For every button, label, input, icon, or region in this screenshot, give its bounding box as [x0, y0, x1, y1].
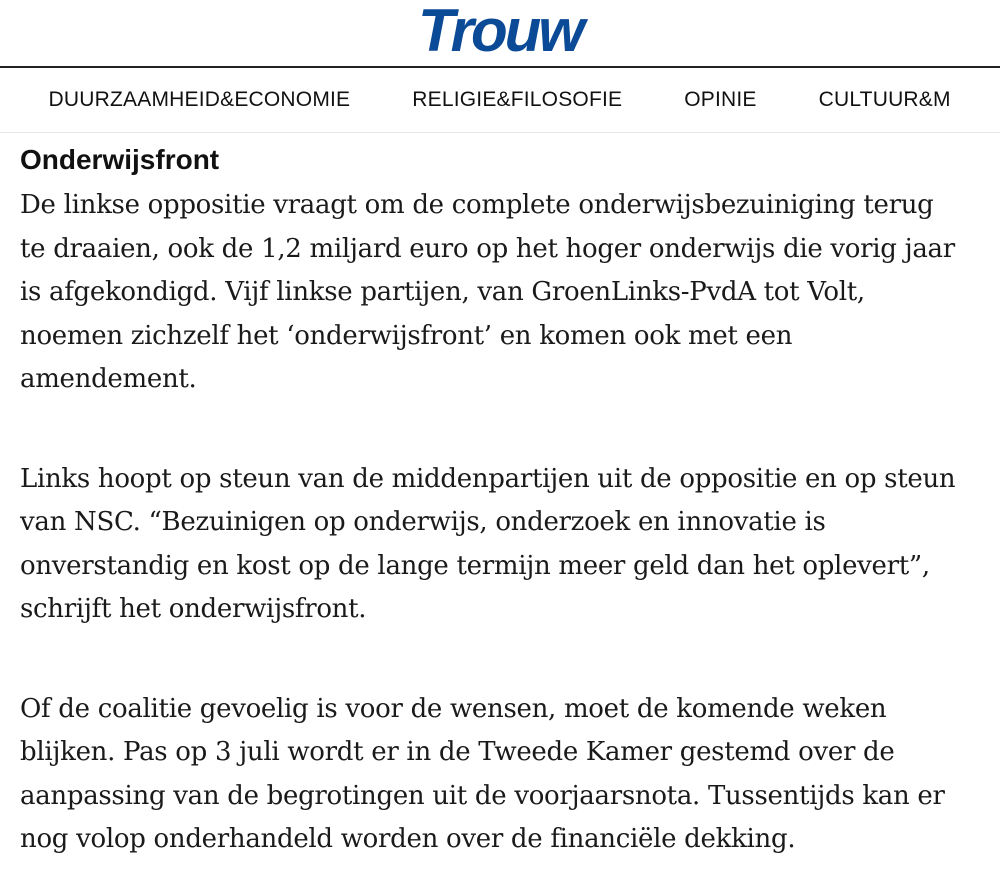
section-heading: Onderwijsfront: [20, 144, 220, 175]
section-nav: [0, 68, 1000, 133]
nav-item-religie-filosofie[interactable]: RELIGIE&FILOSOFIE: [412, 88, 623, 111]
section-nav-track: [0, 68, 1000, 132]
article-paragraph: De linkse oppositie vraagt om de complete onderwijsbezuiniging terug te draaien, ook de 1,2 miljard euro op het hoger onderwijs die vorig jaar is afgekondigd. Vijf linkse partijen, van GroenLinks-PvdA tot Volt, noemen zichzelf het ‘onderwijsfront’ en komen ook met een amendement.: [20, 190, 955, 394]
trouw-logo[interactable]: Trouw: [418, 0, 582, 64]
nav-item-opinie[interactable]: OPINIE: [684, 88, 757, 111]
site-header: [0, 0, 1000, 68]
nav-item-cultuur-media[interactable]: CULTUUR&M: [818, 88, 951, 111]
article-paragraph: Of de coalitie gevoelig is voor de wensen, moet de komende weken blijken. Pas op 3 juli wordt er in de Tweede Kamer gestemd over de aanpassing van de begrotingen uit de voorjaarsnota. Tussentijds kan er nog volop onderhandeld worden over de financiële dekking.: [20, 693, 945, 854]
article-paragraph: Links hoopt op steun van de middenpartijen uit de oppositie en op steun van NSC. “Bezuinigen op onderwijs, onderzoek en innovatie is onverstandig en kost op de lange termijn meer geld dan het oplevert”, schrijft het onderwijsfront.: [20, 463, 956, 624]
nav-item-duurzaamheid-economie[interactable]: DUURZAAMHEID&ECONOMIE: [48, 88, 351, 111]
article-body: [20, 140, 965, 883]
